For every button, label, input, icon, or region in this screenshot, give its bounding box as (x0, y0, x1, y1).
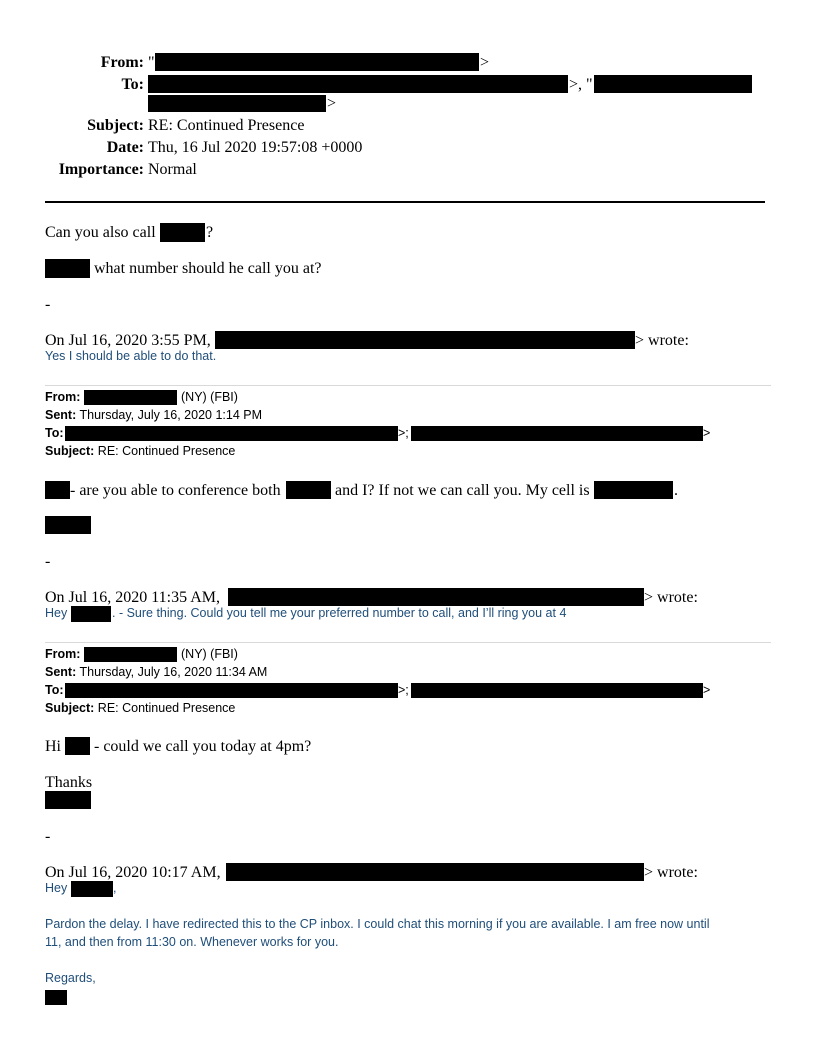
redaction-box (411, 683, 703, 698)
importance-value: Normal (148, 161, 197, 178)
quote-wrote: > wrote: (635, 332, 689, 349)
signature-dash: - (45, 828, 51, 845)
body-line: ? (206, 224, 214, 241)
redaction-box (45, 791, 91, 809)
quoted-reply: Yes I should be able to do that. (45, 349, 217, 363)
subject-value: RE: Continued Presence (97, 701, 236, 715)
quoted-greeting: Hey (45, 881, 68, 895)
redaction-box (286, 481, 331, 499)
importance-label: Importance: (58, 161, 144, 178)
date-value: Thu, 16 Jul 2020 19:57:08 +0000 (148, 139, 363, 156)
date-label: Date: (106, 139, 144, 156)
from-line (45, 647, 80, 661)
quote-divider (45, 642, 771, 643)
body-line: Hi (45, 738, 61, 755)
from-line (45, 390, 80, 404)
quote-wrote: > wrote: (644, 589, 698, 606)
redaction-box (45, 481, 70, 499)
sent-line (45, 408, 262, 422)
redaction-box (160, 223, 205, 242)
redaction-box (65, 683, 398, 698)
redaction-box (215, 331, 635, 349)
thanks-text: Thanks (45, 774, 93, 791)
redaction-box (45, 259, 90, 278)
redaction-box (45, 516, 91, 534)
to-label: To: (45, 426, 64, 440)
from-quote: " (148, 54, 155, 71)
redaction-box (228, 588, 644, 606)
from-suffix: (NY) (FBI) (181, 647, 238, 661)
to-separator: >; (398, 683, 409, 697)
redaction-box (594, 75, 752, 93)
to-label: To: (121, 76, 144, 93)
from-label: From: (100, 54, 144, 71)
quote-wrote: > wrote: (644, 864, 698, 881)
quoted-paragraph-line: Pardon the delay. I have redirected this to the CP inbox. I could chat this morning if you are available. I am free now until (45, 917, 710, 931)
redaction-box (45, 990, 67, 1005)
from-close: > (480, 54, 490, 71)
to-label: To: (45, 683, 64, 697)
body-line: - could we call you today at 4pm? (94, 738, 312, 755)
subject-label: Subject: (45, 701, 95, 715)
sent-line (45, 665, 267, 679)
to-line (45, 683, 64, 697)
quoted-paragraph-line: 11, and then from 11:30 on. Whenever works for you. (45, 935, 339, 949)
to-separator: >; (398, 426, 409, 440)
to-line (45, 426, 64, 440)
subject-value: RE: Continued Presence (97, 444, 236, 458)
from-suffix: (NY) (FBI) (181, 390, 238, 404)
body-line: and I? If not we can call you. My cell is (335, 482, 590, 499)
subject-line (45, 701, 235, 715)
redaction-box (594, 481, 673, 499)
redaction-box (71, 606, 111, 622)
subject-label: Subject: (87, 117, 144, 134)
redaction-box (155, 53, 479, 71)
subject-value: RE: Continued Presence (148, 117, 305, 134)
to-close: > (327, 95, 337, 112)
quote-intro: On Jul 16, 2020 3:55 PM, (45, 332, 211, 349)
to-separator: >, " (569, 76, 593, 93)
redaction-box (148, 75, 568, 93)
sent-value: Thursday, July 16, 2020 11:34 AM (79, 665, 268, 679)
quote-intro: On Jul 16, 2020 10:17 AM, (45, 864, 221, 881)
from-label: From: (45, 647, 81, 661)
body-line: . (674, 482, 678, 499)
quoted-signoff: Regards, (45, 971, 96, 985)
from-label: From: (45, 390, 81, 404)
redaction-box (226, 863, 644, 881)
quote-divider (45, 385, 771, 386)
redaction-box (148, 95, 326, 112)
sent-label: Sent: (45, 408, 77, 422)
quoted-reply: Hey (45, 606, 68, 620)
quoted-reply: . - Sure thing. Could you tell me your preferred number to call, and I’ll ring you at 4 (112, 606, 567, 620)
redaction-box (71, 881, 113, 897)
quote-intro: On Jul 16, 2020 11:35 AM, (45, 589, 220, 606)
to-close: > (703, 683, 711, 697)
body-line: Can you also call (45, 224, 156, 241)
subject-label: Subject: (45, 444, 95, 458)
signature-dash: - (45, 553, 51, 570)
sent-label: Sent: (45, 665, 77, 679)
redaction-box (84, 390, 177, 405)
sent-value: Thursday, July 16, 2020 1:14 PM (79, 408, 263, 422)
body-line: - are you able to conference both (70, 482, 281, 499)
redaction-box (411, 426, 703, 441)
to-close: > (703, 426, 711, 440)
redaction-box (65, 426, 398, 441)
subject-line (45, 444, 235, 458)
body-line: what number should he call you at? (94, 260, 322, 277)
signature-dash: - (45, 296, 51, 313)
header-divider (45, 201, 765, 203)
redaction-box (65, 737, 90, 755)
redaction-box (84, 647, 177, 662)
quoted-greeting-comma: , (113, 881, 117, 895)
